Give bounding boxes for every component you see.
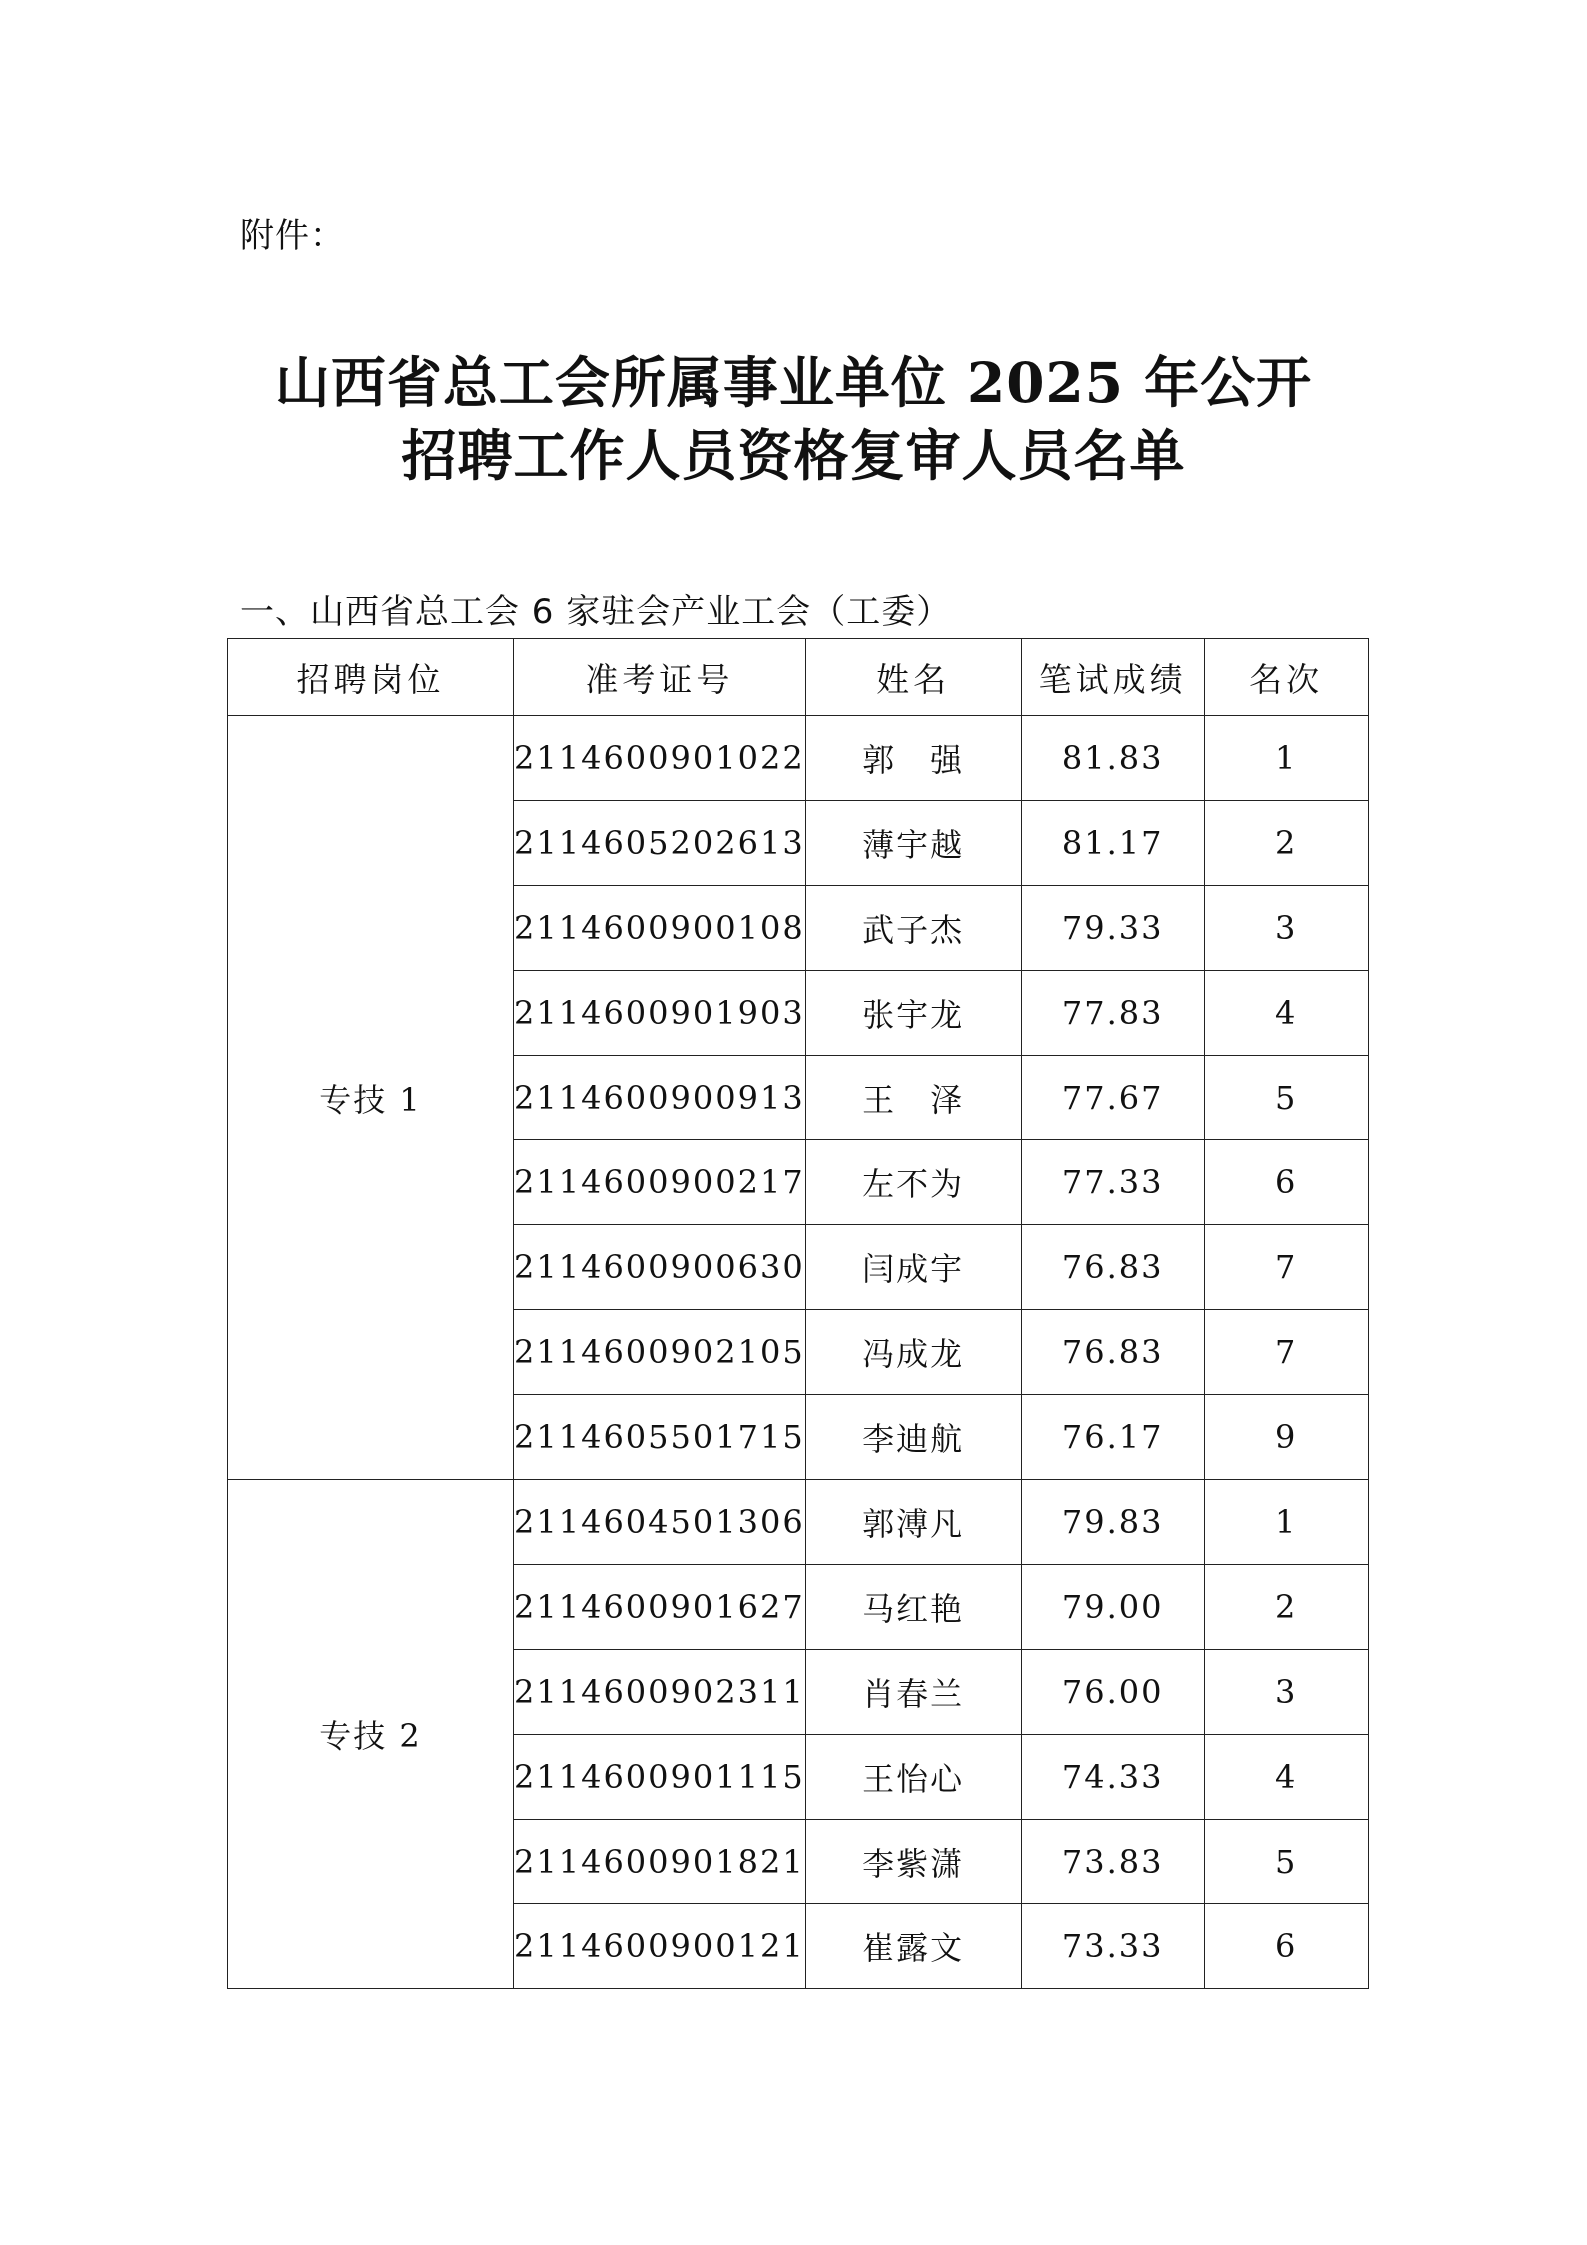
table-row — [228, 1480, 1369, 1565]
rank-cell: 4 — [1204, 970, 1368, 1055]
exam-id-cell: 2114600900630 — [514, 1225, 806, 1310]
header-name: 姓名 — [805, 639, 1021, 716]
document-title-line-2: 招聘工作人员资格复审人员名单 — [401, 423, 1186, 488]
score-cell: 76.17 — [1021, 1395, 1204, 1480]
candidate-name-cell: 左不为 — [805, 1140, 1021, 1225]
exam-id-cell: 2114600900913 — [514, 1055, 806, 1140]
score-cell: 73.83 — [1021, 1819, 1204, 1904]
attachment-label: 附件： — [240, 216, 345, 256]
candidate-name-cell: 张宇龙 — [805, 970, 1021, 1055]
rank-cell: 6 — [1204, 1140, 1368, 1225]
header-post: 招聘岗位 — [228, 639, 514, 716]
exam-id-cell: 2114600900217 — [514, 1140, 806, 1225]
score-cell: 77.67 — [1021, 1055, 1204, 1140]
rank-cell: 1 — [1204, 716, 1368, 801]
score-cell: 74.33 — [1021, 1734, 1204, 1819]
score-cell: 79.83 — [1021, 1480, 1204, 1565]
exam-id-cell: 2114604501306 — [514, 1480, 806, 1565]
exam-id-cell: 2114600901903 — [514, 970, 806, 1055]
score-cell: 81.17 — [1021, 800, 1204, 885]
candidate-name-cell: 崔露文 — [805, 1904, 1021, 1989]
rank-cell: 6 — [1204, 1904, 1368, 1989]
exam-id-cell: 2114600901821 — [514, 1819, 806, 1904]
rank-cell: 3 — [1204, 885, 1368, 970]
candidate-name-cell: 王怡心 — [805, 1734, 1021, 1819]
rank-cell: 5 — [1204, 1819, 1368, 1904]
candidate-name-cell: 闫成宇 — [805, 1225, 1021, 1310]
candidate-name-cell: 薄宇越 — [805, 800, 1021, 885]
score-cell: 79.00 — [1021, 1564, 1204, 1649]
header-exam-id: 准考证号 — [514, 639, 806, 716]
header-rank: 名次 — [1204, 639, 1368, 716]
score-cell: 77.33 — [1021, 1140, 1204, 1225]
rank-cell: 4 — [1204, 1734, 1368, 1819]
candidate-name-cell: 李迪航 — [805, 1395, 1021, 1480]
exam-id-cell: 2114605501715 — [514, 1395, 806, 1480]
exam-id-cell: 2114600901115 — [514, 1734, 806, 1819]
rank-cell: 1 — [1204, 1480, 1368, 1565]
rank-cell: 9 — [1204, 1395, 1368, 1480]
score-cell: 76.83 — [1021, 1225, 1204, 1310]
exam-id-cell: 2114600900121 — [514, 1904, 806, 1989]
score-cell: 79.33 — [1021, 885, 1204, 970]
rank-cell: 2 — [1204, 1564, 1368, 1649]
post-cell: 专技 2 — [228, 1480, 514, 1989]
candidate-name-cell: 李紫潇 — [805, 1819, 1021, 1904]
candidate-table — [227, 638, 1369, 1989]
candidate-name-cell: 王 泽 — [805, 1055, 1021, 1140]
exam-id-cell: 2114600901022 — [514, 716, 806, 801]
rank-cell: 5 — [1204, 1055, 1368, 1140]
candidate-name-cell: 郭 强 — [805, 716, 1021, 801]
candidate-name-cell: 肖春兰 — [805, 1649, 1021, 1734]
score-cell: 76.83 — [1021, 1310, 1204, 1395]
document-title-line-1: 山西省总工会所属事业单位 2025 年公开 — [274, 350, 1313, 415]
rank-cell: 3 — [1204, 1649, 1368, 1734]
exam-id-cell: 2114600902105 — [514, 1310, 806, 1395]
post-cell: 专技 1 — [228, 716, 514, 1480]
candidate-name-cell: 郭溥凡 — [805, 1480, 1021, 1565]
candidate-name-cell: 马红艳 — [805, 1564, 1021, 1649]
rank-cell: 7 — [1204, 1310, 1368, 1395]
section-heading: 一、山西省总工会 6 家驻会产业工会（工委） — [240, 592, 952, 632]
exam-id-cell: 2114600901627 — [514, 1564, 806, 1649]
score-cell: 77.83 — [1021, 970, 1204, 1055]
exam-id-cell: 2114605202613 — [514, 800, 806, 885]
candidate-name-cell: 冯成龙 — [805, 1310, 1021, 1395]
rank-cell: 2 — [1204, 800, 1368, 885]
candidate-name-cell: 武子杰 — [805, 885, 1021, 970]
score-cell: 73.33 — [1021, 1904, 1204, 1989]
table-row — [228, 716, 1369, 801]
rank-cell: 7 — [1204, 1225, 1368, 1310]
header-score: 笔试成绩 — [1021, 639, 1204, 716]
table-body — [228, 716, 1369, 1989]
exam-id-cell: 2114600902311 — [514, 1649, 806, 1734]
score-cell: 76.00 — [1021, 1649, 1204, 1734]
exam-id-cell: 2114600900108 — [514, 885, 806, 970]
table-header-row — [228, 639, 1369, 716]
score-cell: 81.83 — [1021, 716, 1204, 801]
